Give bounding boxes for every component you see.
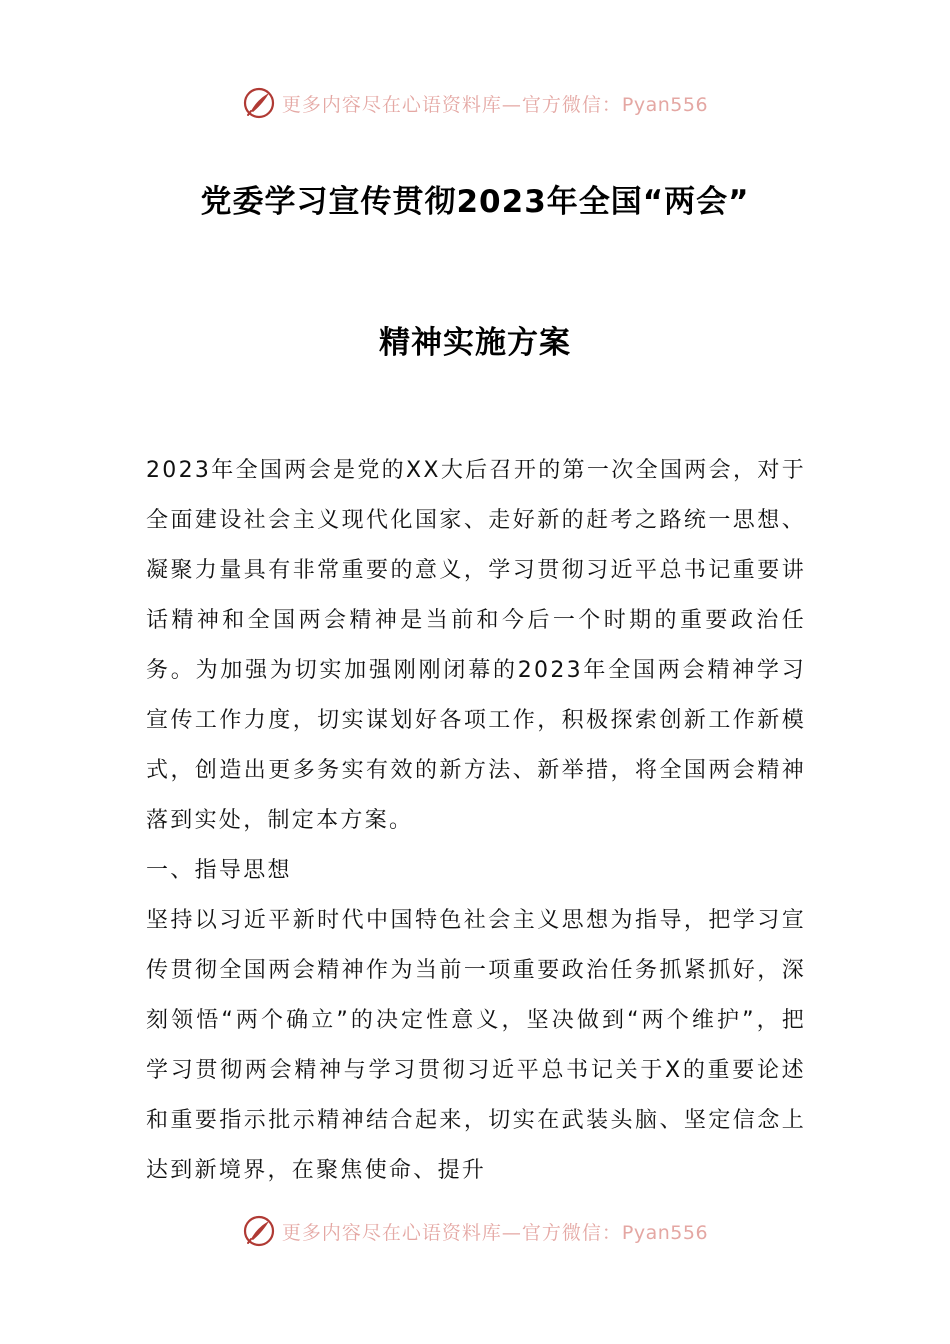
guiding-ideology-paragraph: 坚持以习近平新时代中国特色社会主义思想为指导，把学习宣传贯彻全国两会精神作为当前一项重要政治任务抓紧抓好，深刻领悟“两个确立”的决定性意义，坚决做到“两个维护”，把学习贯彻两会精神与学习贯彻习近平总书记关于X的重要论述和重要指示批示精神结合起来，切实在武装头脑、坚定信念上达到新境界，在聚焦使命、提升 — [146, 908, 806, 1183]
document-title-line-2: 精神实施方案 — [379, 325, 571, 361]
watermark-header — [0, 86, 950, 120]
quill-logo-icon — [242, 86, 276, 120]
watermark-text: 更多内容尽在心语资料库—官方微信：Pyan556 — [281, 93, 709, 116]
watermark-handle: Pyan556 — [621, 1221, 709, 1244]
document-body — [146, 446, 806, 1196]
watermark-footer — [0, 1214, 950, 1248]
watermark-handle: Pyan556 — [621, 93, 709, 116]
quill-logo-icon — [242, 1214, 276, 1248]
watermark-text: 更多内容尽在心语资料库—官方微信：Pyan556 — [281, 1221, 709, 1244]
intro-paragraph: 2023年全国两会是党的XX大后召开的第一次全国两会，对于全面建设社会主义现代化国家、走好新的赶考之路统一思想、凝聚力量具有非常重要的意义，学习贯彻习近平总书记重要讲话精神和全国两会精神是当前和今后一个时期的重要政治任务。为加强为切实加强刚刚闭幕的2023年全国两会精神学习宣传工作力度，切实谋划好各项工作，积极探索创新工作新模式，创造出更多务实有效的新方法、新举措，将全国两会精神落到实处，制定本方案。 — [146, 458, 806, 833]
section-heading-guiding-ideology: 一、指导思想 — [146, 858, 292, 883]
document-title-line-1: 党委学习宣传贯彻2023年全国“两会” — [200, 184, 750, 220]
